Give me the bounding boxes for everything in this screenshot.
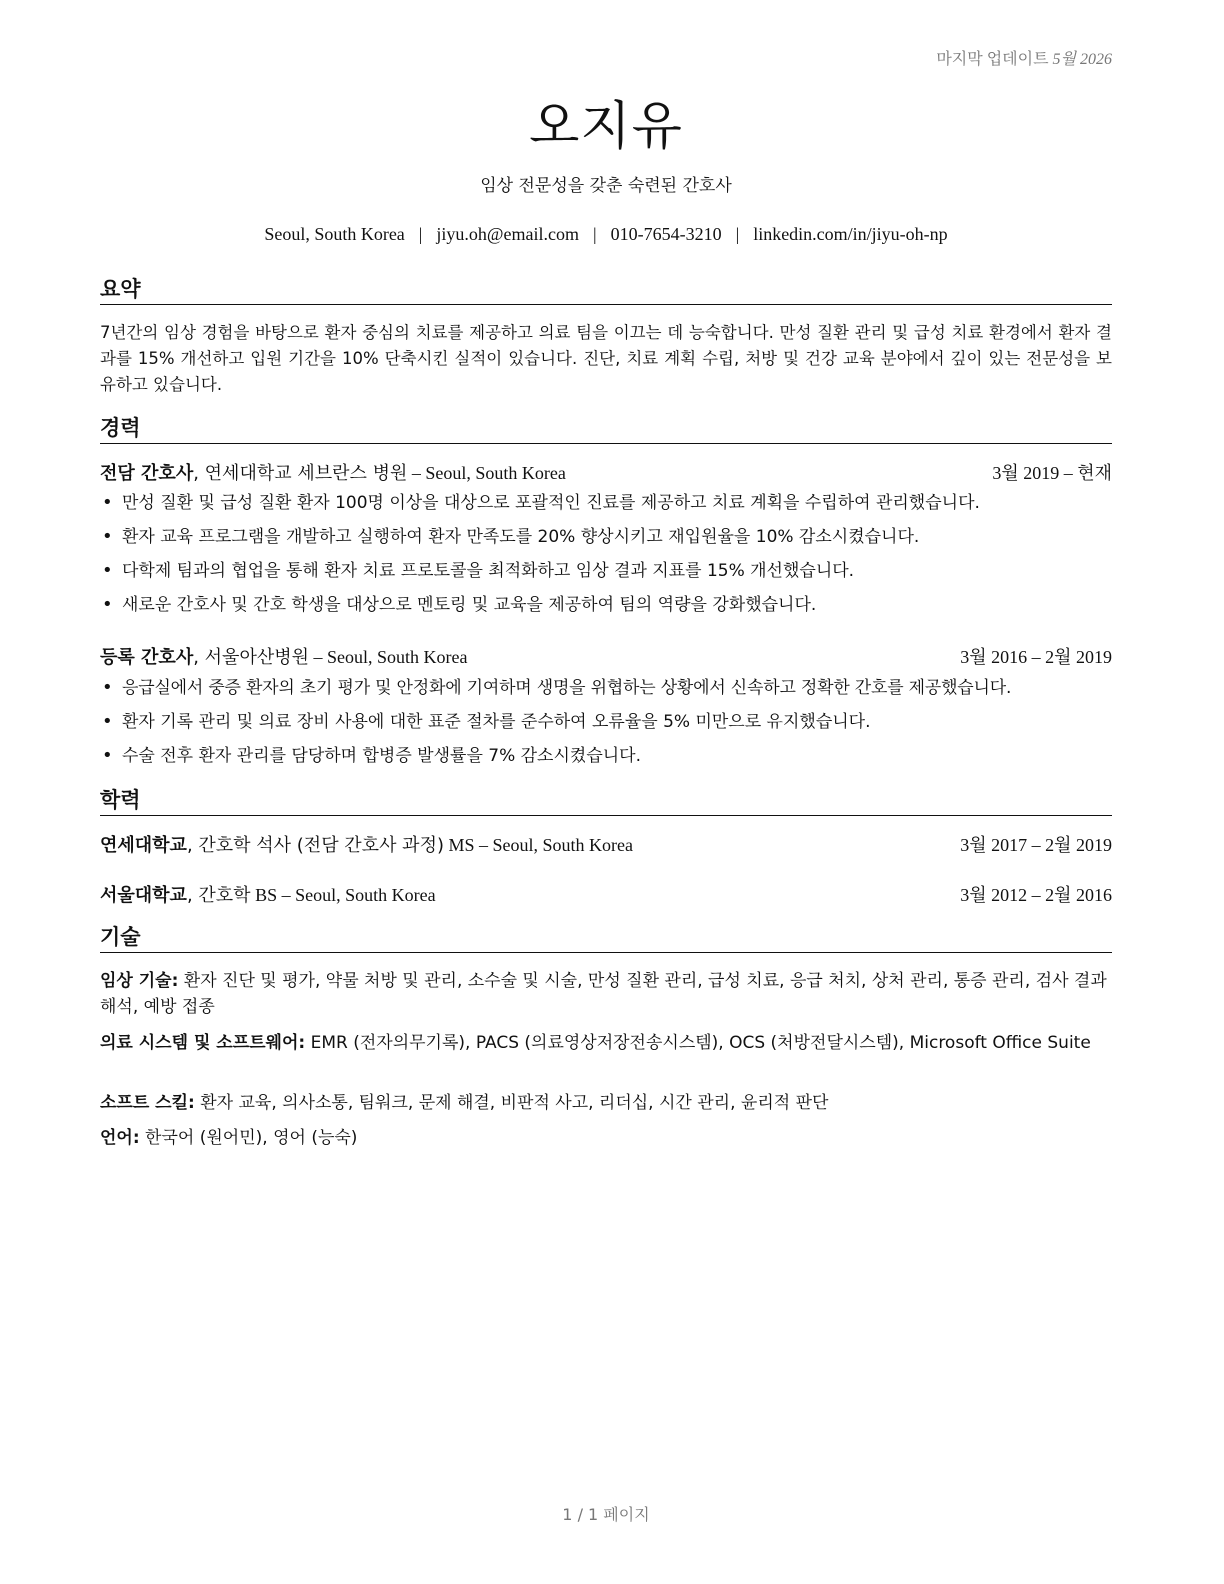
skill-label: 의료 시스템 및 소프트웨어: (100, 1033, 306, 1053)
contact-separator: | (592, 224, 597, 244)
skill-value: 환자 교육, 의사소통, 팀워크, 문제 해결, 비판적 사고, 리더십, 시간 관리, 윤리적 판단 (194, 1093, 829, 1113)
last-updated (936, 46, 1112, 69)
job-location: – Seoul, South Korea (309, 647, 468, 667)
job-bullet: • 만성 질환 및 급성 질환 환자 100명 이상을 대상으로 포괄적인 진료를 제공하고 치료 계획을 수립하여 관리했습니다. (100, 491, 1112, 525)
job-bullet: • 새로운 간호사 및 간호 학생을 대상으로 멘토링 및 교육을 제공하여 팀의 역량을 강화했습니다. (100, 593, 1112, 627)
education-detail: BS – Seoul, South Korea (250, 885, 436, 905)
job-header (100, 461, 1112, 485)
job-bullet: • 응급실에서 중증 환자의 초기 평가 및 안정화에 기여하며 생명을 위협하는 상황에서 신속하고 정확한 간호를 제공했습니다. (100, 676, 1112, 710)
job-bullet: • 다학제 팀과의 협업을 통해 환자 치료 프로토콜을 최적화하고 임상 결과 지표를 15% 개선했습니다. (100, 559, 1112, 593)
job-dates: 3월 2016 – 2월 2019 (960, 647, 1112, 667)
contact-location: Seoul, South Korea (264, 224, 405, 244)
skill-value: 환자 진단 및 평가, 약물 처방 및 관리, 소수술 및 시술, 만성 질환 관리, 급성 치료, 응급 처치, 상처 관리, 통증 관리, 검사 결과 해석, 예방 접종 (100, 971, 1107, 1017)
job-organization: , 서울아산병원 (193, 647, 309, 668)
education-entry (100, 883, 1112, 907)
contact-linkedin[interactable]: linkedin.com/in/jiyu-oh-np (753, 224, 948, 244)
job-header (100, 645, 1112, 669)
summary-heading: 요약 (100, 276, 1112, 305)
contact-line (100, 224, 1112, 245)
last-updated-month: 5월 (1052, 51, 1076, 68)
job-role: 전담 간호사 (100, 463, 194, 484)
job-bullet: • 수술 전후 환자 관리를 담당하며 합병증 발생률을 7% 감소시켰습니다. (100, 744, 1112, 778)
job-bullet: • 환자 교육 프로그램을 개발하고 실행하여 환자 만족도를 20% 향상시키고 재입원율을 10% 감소시켰습니다. (100, 525, 1112, 559)
contact-email[interactable]: jiyu.oh@email.com (436, 224, 579, 244)
skill-row (100, 968, 1112, 1020)
skill-row (100, 1090, 1112, 1116)
resume-page (100, 0, 1112, 1584)
skill-label: 소프트 스킬: (100, 1093, 195, 1113)
skill-label: 임상 기술: (100, 971, 179, 991)
job-dates: 3월 2019 – 현재 (992, 463, 1112, 483)
contact-separator: | (418, 224, 423, 244)
skill-row (100, 1125, 1112, 1151)
education-dates: 3월 2012 – 2월 2016 (960, 885, 1112, 905)
contact-separator: | (735, 224, 740, 244)
education-school: 연세대학교 (100, 835, 187, 856)
education-school: 서울대학교 (100, 885, 187, 906)
last-updated-label: 마지막 업데이트 (936, 51, 1049, 68)
page-indicator: 1 / 1 페이지 (562, 1505, 650, 1524)
job-role: 등록 간호사 (100, 647, 194, 668)
education-degree: , 간호학 (186, 885, 251, 906)
contact-phone[interactable]: 010-7654-3210 (610, 224, 722, 244)
skills-heading: 기술 (100, 924, 1112, 953)
skill-value: 한국어 (원어민), 영어 (능숙) (139, 1128, 358, 1148)
education-dates: 3월 2017 – 2월 2019 (960, 835, 1112, 855)
education-heading: 학력 (100, 787, 1112, 816)
skill-row (100, 1030, 1112, 1056)
job-location: – Seoul, South Korea (407, 463, 566, 483)
job-bullet: • 환자 기록 관리 및 의료 장비 사용에 대한 표준 절차를 준수하여 오류율을 5% 미만으로 유지했습니다. (100, 710, 1112, 744)
education-detail: MS – Seoul, South Korea (443, 835, 633, 855)
experience-heading: 경력 (100, 415, 1112, 444)
skill-label: 언어: (100, 1128, 140, 1148)
candidate-name: 오지유 (529, 97, 683, 157)
candidate-tagline: 임상 전문성을 갖춘 숙련된 간호사 (480, 176, 732, 196)
education-entry (100, 833, 1112, 857)
job-organization: , 연세대학교 세브란스 병원 (193, 463, 408, 484)
education-degree: , 간호학 석사 (전담 간호사 과정) (186, 835, 444, 856)
job-bullets (100, 676, 1112, 778)
job-bullets (100, 491, 1112, 627)
summary-text: 7년간의 임상 경험을 바탕으로 환자 중심의 치료를 제공하고 의료 팀을 이끄는 데 능숙합니다. 만성 질환 관리 및 급성 치료 환경에서 환자 결과를 15% 개선하고 입원 기간을 10% 단축시킨 실적이 있습니다. 진단, 치료 계획 수립, 처방 및 건강 교육 분야에서 깊이 있는 전문성을 보유하고 있습니다. (100, 323, 1112, 394)
last-updated-year: 2026 (1080, 51, 1112, 68)
skill-value: EMR (전자의무기록), PACS (의료영상저장전송시스템), OCS (처방전달시스템), Microsoft Office Suite (305, 1033, 1091, 1053)
